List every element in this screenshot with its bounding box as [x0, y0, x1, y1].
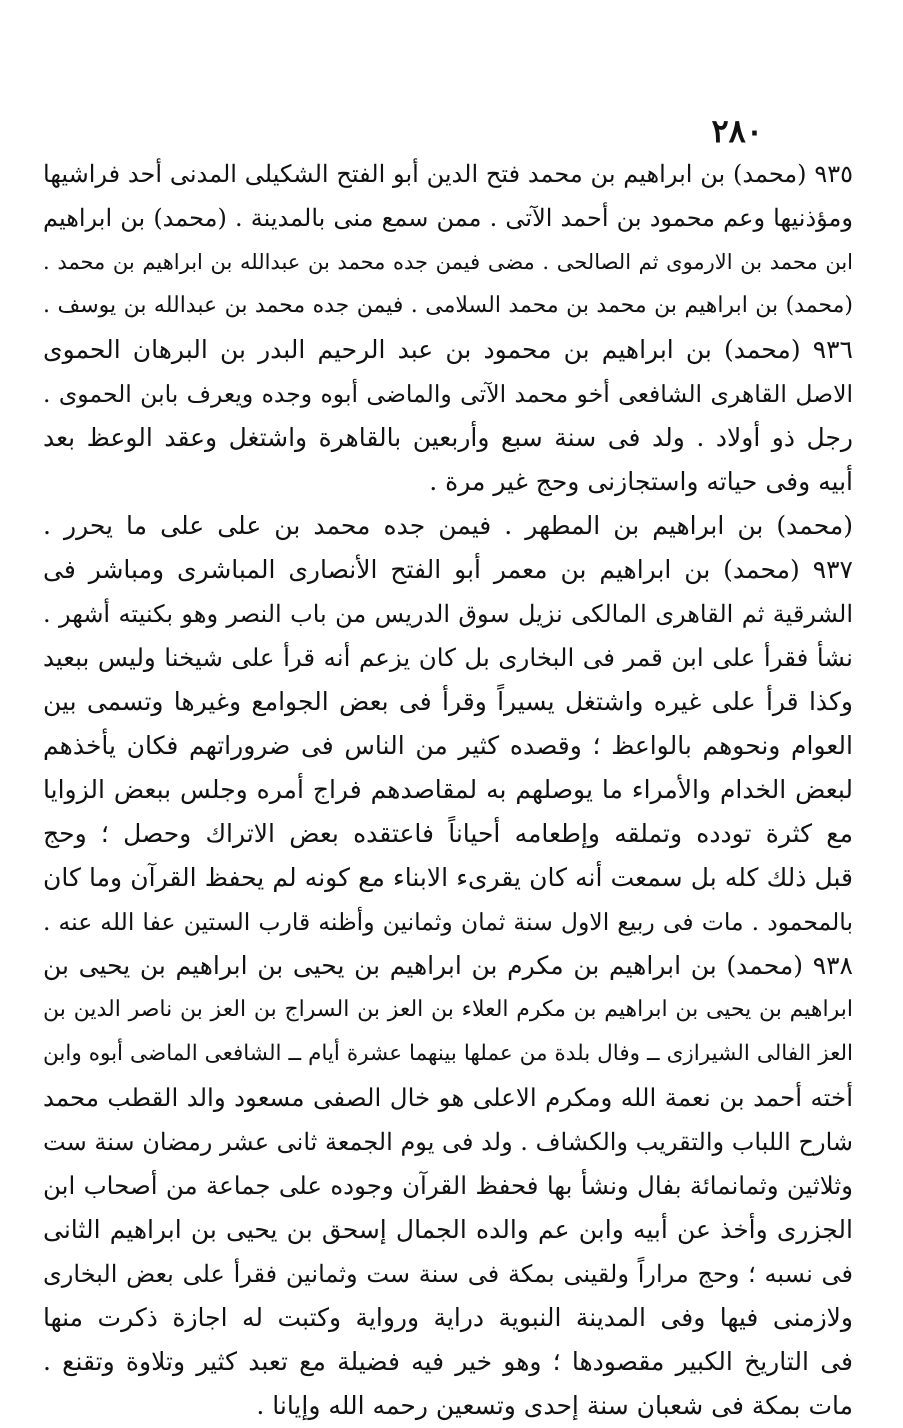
text-line: أخته أحمد بن نعمة الله ومكرم الاعلى هو خال الصفى مسعود والد القطب محمد	[43, 1083, 853, 1112]
text-line: رجل ذو أولاد . ولد فى سنة سبع وأربعين بالقاهرة واشتغل وعقد الوعظ بعد	[43, 423, 853, 452]
text-line: (محمد) بن ابراهيم بن المطهر . فيمن جده محمد بن على على ما يحرر .	[43, 511, 853, 540]
text-line: ٩٣٧ (محمد) بن ابراهيم بن معمر أبو الفتح الأنصارى المباشرى ومباشر فى	[43, 555, 853, 584]
text-line: ٩٣٥ (محمد) بن ابراهيم بن محمد فتح الدين أبو الفتح الشكيلى المدنى أحد فراشيها	[43, 160, 853, 188]
text-line: أبيه وفى حياته واستجازنى وحج غير مرة .	[429, 467, 853, 496]
text-line: وثلاثين وثمانمائة بفال ونشأ بها فحفظ القرآن وجوده على جماعة من أصحاب ابن	[43, 1171, 853, 1200]
text-line: ولازمنى فيها وفى المدينة النبوية دراية ورواية وكتبت له اجازة ذكرت منها	[43, 1303, 853, 1332]
text-line: ٩٣٦ (محمد) بن ابراهيم بن محمود بن عبد الرحيم البدر بن البرهان الحموى	[43, 335, 853, 364]
body-text	[43, 152, 853, 1428]
text-line: بالمحمود . مات فى ربيع الاول سنة ثمان وثمانين وأظنه قارب الستين عفا الله عنه .	[43, 908, 853, 936]
text-line: (محمد) بن ابراهيم بن محمد بن محمد السلامى . فيمن جده محمد بن عبدالله بن يوسف .	[43, 293, 853, 318]
text-line: وكذا قرأ على غيره واشتغل يسيراً وقرأ فى بعض الجوامع وغيرها وتسمى بين	[43, 687, 853, 716]
text-line: لبعض الخدام والأمراء ما يوصلهم به لمقاصدهم فراج أمره وجلس ببعض الزوايا	[43, 775, 853, 804]
text-line: الشرقية ثم القاهرى المالكى نزيل سوق الدريس من باب النصر وهو بكنيته أشهر .	[43, 600, 853, 628]
text-line: الاصل القاهرى الشافعى أخو محمد الآتى والماضى أبوه وجده ويعرف بابن الحموى .	[43, 380, 853, 408]
text-line: الجزرى وأخذ عن أبيه وابن عم والده الجمال إسحق بن يحيى بن ابراهيم الثانى	[43, 1215, 853, 1244]
text-line: ابراهيم بن يحيى بن ابراهيم بن مكرم العلاء بن العز بن السراج بن العز بن ناصر الدين بن	[43, 997, 853, 1022]
text-line: نشأ فقرأ على ابن قمر فى البخارى بل كان يزعم أنه قرأ على شيخنا وليس ببعيد	[43, 643, 853, 672]
text-line: قبل ذلك كله بل سمعت أنه كان يقرىء الابناء مع كونه لم يحفظ القرآن وما كان	[43, 863, 853, 892]
text-line: ومؤذنيها وعم محمود بن أحمد الآتى . ممن سمع منى بالمدينة . (محمد) بن ابراهيم	[43, 204, 853, 232]
text-line: العز الفالى الشيرازى ــ وفال بلدة من عملها بينهما عشرة أيام ــ الشافعى الماضى أبوه وابن	[43, 1041, 853, 1066]
text-line: ٩٣٨ (محمد) بن ابراهيم بن مكرم بن ابراهيم بن يحيى بن ابراهيم بن يحيى بن	[43, 951, 853, 980]
text-line: شارح اللباب والتقريب والكشاف . ولد فى يوم الجمعة ثانى عشر رمضان سنة ست	[43, 1128, 853, 1156]
text-line: فى التاريخ الكبير مقصودها ؛ وهو خير فيه فضيلة مع تعبد كثير وتلاوة وتقنع .	[43, 1347, 853, 1376]
text-line: العوام ونحوهم بالواعظ ؛ وقصده كثير من الناس فى ضروراتهم فكان يأخذهم	[43, 731, 853, 760]
text-line: فى نسبه ؛ وحج مراراً ولقينى بمكة فى سنة ست وثمانين فقرأ على بعض البخارى	[43, 1260, 853, 1288]
text-line: مات بمكة فى شعبان سنة إحدى وتسعين رحمه الله وإيانا .	[256, 1391, 853, 1420]
text-line: ابن محمد بن الارموى ثم الصالحى . مضى فيمن جده محمد بن عبدالله بن ابراهيم بن محمد .	[43, 250, 853, 274]
page-number: ٢٨٠	[711, 112, 763, 150]
text-line: مع كثرة تودده وتملقه وإطعامه أحياناً فاعتقده بعض الاتراك وحصل ؛ وحج	[43, 819, 853, 848]
